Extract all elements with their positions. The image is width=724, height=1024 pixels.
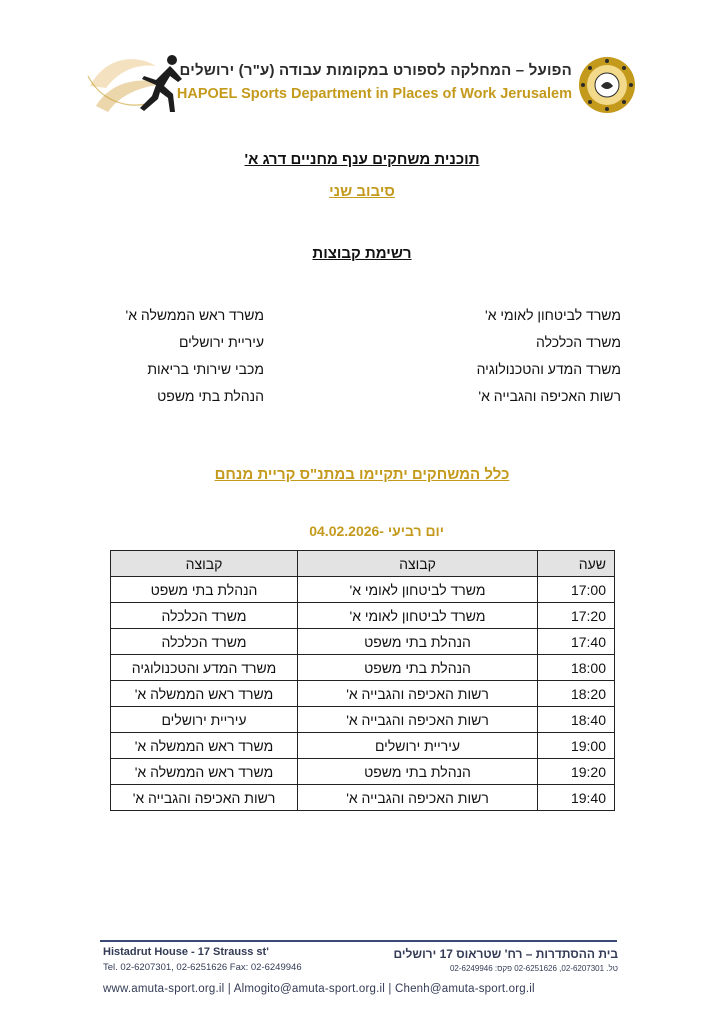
group-right-2: משרד הכלכלה [536,334,621,350]
cell-team-b: משרד ראש הממשלה א' [111,759,298,785]
cell-time: 18:40 [538,707,615,733]
venue-note: כלל המשחקים יתקיימו במתנ"ס קריית מנחם [214,466,510,483]
runner-logo-icon [86,46,186,116]
cell-team-a: עיריית ירושלים [298,733,538,759]
groups-heading: רשימת קבוצות [312,245,412,262]
org-name-english: HAPOEL Sports Department in Places of Work Jerusalem [176,86,572,102]
table-header-row [111,551,615,577]
cell-team-a: רשות האכיפה והגבייה א' [298,681,538,707]
cell-team-b: משרד הכלכלה [111,603,298,629]
page-title: תוכנית משחקים ענף מחניים דרג א' [244,151,480,168]
seal-logo-icon [578,56,636,114]
footer-phones-english: Tel. 02-6207301, 02-6251626 Fax: 02-6249946 [103,962,302,973]
cell-team-a: רשות האכיפה והגבייה א' [298,785,538,811]
footer-web-links: www.amuta-sport.org.il | Almogito@amuta-sport.org.il | Chenh@amuta-sport.org.il [103,983,535,995]
header-team-b: קבוצה [111,551,298,577]
table-row [111,629,615,655]
cell-team-a: משרד לביטחון לאומי א' [298,603,538,629]
cell-time: 19:40 [538,785,615,811]
footer-phones-hebrew: טל. 02-6207301, 02-6251626 פקס: 02-6249946 [449,964,618,973]
group-right-3: משרד המדע והטכנולוגיה [476,361,621,377]
table-row [111,707,615,733]
group-left-1: משרד ראש הממשלה א' [125,307,264,323]
cell-team-b: עיריית ירושלים [111,707,298,733]
cell-team-b: משרד ראש הממשלה א' [111,681,298,707]
footer-address-english: Histadrut House - 17 Strauss st' [103,946,269,958]
cell-team-a: הנהלת בתי משפט [298,759,538,785]
cell-team-b: משרד המדע והטכנולוגיה [111,655,298,681]
table-row [111,655,615,681]
cell-team-a: הנהלת בתי משפט [298,629,538,655]
cell-time: 17:00 [538,577,615,603]
footer-address-hebrew: בית ההסתדרות – רח' שטראוס 17 ירושלים [393,947,618,961]
cell-team-a: משרד לביטחון לאומי א' [298,577,538,603]
org-name-hebrew: הפועל – המחלקה לספורט במקומות עבודה (ע"ר) ירושלים [179,62,572,79]
cell-time: 19:20 [538,759,615,785]
group-right-4: רשות האכיפה והגבייה א' [478,388,621,404]
group-left-4: הנהלת בתי משפט [157,388,264,404]
round-subtitle: סיבוב שני [329,183,395,200]
table-row [111,759,615,785]
cell-team-a: הנהלת בתי משפט [298,655,538,681]
schedule-table [110,550,615,811]
cell-time: 18:20 [538,681,615,707]
cell-team-b: הנהלת בתי משפט [111,577,298,603]
group-right-1: משרד לביטחון לאומי א' [485,307,621,323]
cell-team-b: רשות האכיפה והגבייה א' [111,785,298,811]
cell-team-b: משרד הכלכלה [111,629,298,655]
table-row [111,603,615,629]
header-team-a: קבוצה [298,551,538,577]
cell-time: 18:00 [538,655,615,681]
cell-team-b: משרד ראש הממשלה א' [111,733,298,759]
table-row [111,733,615,759]
cell-team-a: רשות האכיפה והגבייה א' [298,707,538,733]
header-time: שעה [538,551,615,577]
cell-time: 19:00 [538,733,615,759]
table-row [111,681,615,707]
cell-time: 17:20 [538,603,615,629]
cell-time: 17:40 [538,629,615,655]
group-left-2: עיריית ירושלים [178,334,264,350]
game-date: 04.02.2026- יום רביעי [309,523,444,539]
table-row [111,577,615,603]
table-row [111,785,615,811]
footer-divider [100,940,617,942]
group-left-3: מכבי שירותי בריאות [147,361,264,377]
